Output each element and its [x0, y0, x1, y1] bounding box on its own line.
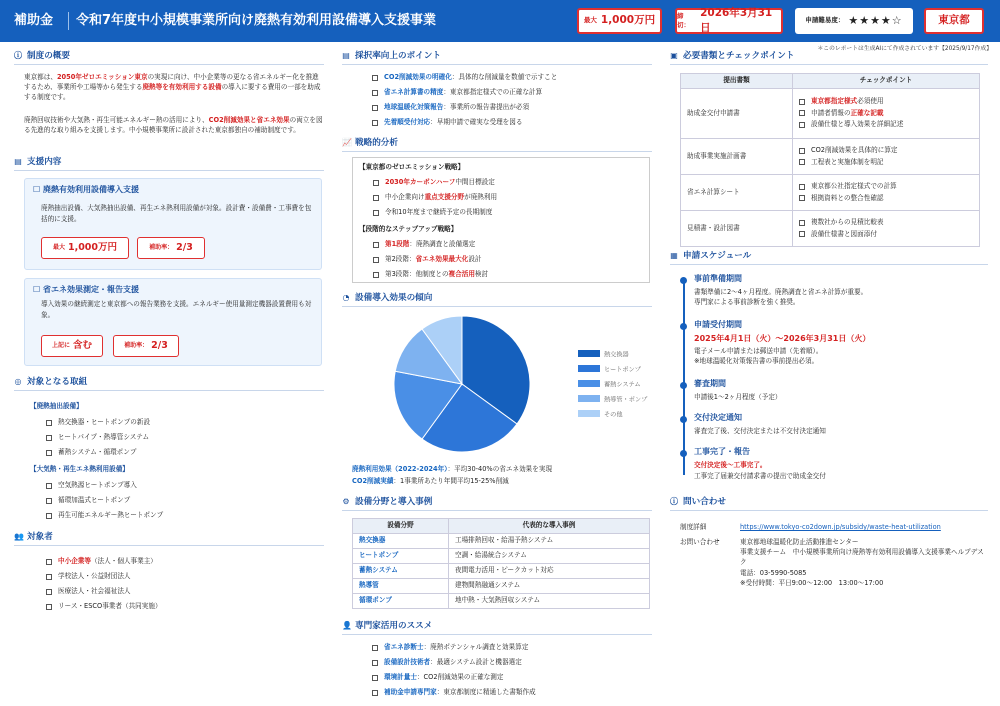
fields-heading: ⚙ 設備分野と導入事例	[342, 497, 433, 507]
point-item: 地球温暖化対策報告：事業所の報告書提出が必須	[372, 103, 529, 113]
subsidy-badge: 補助金	[14, 13, 54, 28]
docs-heading: ▣ 必要書類とチェックポイント	[670, 51, 795, 61]
difficulty-label: 申請難易度：	[805, 16, 845, 25]
checkbox-icon	[372, 90, 378, 96]
support-divider	[14, 170, 324, 171]
overview-heading: ⓘ 制度の概要	[14, 51, 70, 61]
overview-divider	[14, 64, 324, 65]
eligible-heading: 👥 対象者	[14, 532, 53, 542]
step-body: 審査完了後、交付決定または不交付決定通知	[694, 427, 826, 435]
expert-item: 省エネ診断士：廃熱ポテンシャル調査と効果算定	[372, 643, 528, 653]
checkbox-icon	[799, 159, 805, 165]
deadline-value: 2026年3月31日	[700, 6, 773, 34]
fields-table	[352, 518, 650, 609]
checkbox-icon	[799, 184, 805, 190]
difficulty-badge	[795, 8, 913, 34]
strategy-divider	[342, 151, 652, 152]
header-divider	[68, 12, 69, 30]
target-item: 空気熱源ヒートポンプ導入	[46, 481, 137, 491]
checkbox-icon	[373, 180, 379, 186]
target-item: 熱交換器・ヒートポンプの新設	[46, 418, 150, 428]
strategy-item: 第3段階：他制度との複合活用検討	[373, 270, 488, 280]
strategy-item: 2030年カーボンハーフ中間目標設定	[373, 178, 495, 188]
legend-swatch	[578, 395, 600, 402]
table-header-row	[681, 74, 980, 89]
target-item: 再生可能エネルギー熱ヒートポンプ	[46, 511, 163, 521]
table-row: 助成事業実施計画書 CO2削減効果を具体的に算定 工程表と実施体制を明記	[681, 139, 980, 175]
expert-item: 補助金申請専門家：東京都制度に精通した書類作成	[372, 688, 536, 698]
max-amount-value: 1,000万円	[600, 14, 656, 27]
checkbox-icon	[799, 195, 805, 201]
table-row: 省エネ計算シート 東京都公社指定様式での計算 根拠資料との整合性確認	[681, 175, 980, 211]
table-row: 蓄熱システム 夜間電力活用・ピークカット対応	[353, 564, 650, 579]
schedule-heading: ▦ 申請スケジュール	[670, 251, 752, 261]
legend-swatch	[578, 350, 600, 357]
gear-icon: ⚙	[342, 497, 350, 507]
checkbox-icon	[373, 195, 379, 201]
point-item: 省エネ計算書の精度：東京都指定様式での正確な計算	[372, 88, 542, 98]
checkbox-icon	[799, 99, 805, 105]
step-title: 交付決定通知	[694, 413, 742, 422]
point-item: 先着順受付対応：早期申請で確実な受理を図る	[372, 118, 522, 128]
table-row: 循環ポンプ 地中熱・大気熱回収システム	[353, 594, 650, 609]
strategy-item: 令和10年度まで継続予定の長期制度	[373, 208, 492, 218]
pie-chart-icon: ◔	[342, 293, 350, 303]
target-icon: ◎	[14, 377, 22, 387]
support-card-2-title: ☐ 省エネ効果測定・報告支援	[33, 285, 139, 294]
eligible-item: 医療法人・社会福祉法人	[46, 587, 131, 597]
contact-divider	[670, 510, 988, 511]
table-header: 提出書類	[681, 74, 793, 89]
target-group-1: 【廃熱抽出設備】	[30, 402, 83, 410]
document-icon: ▤	[14, 157, 22, 167]
checkbox-icon	[373, 257, 379, 263]
eligible-item: 中小企業等（法人・個人事業主）	[46, 557, 157, 567]
points-divider	[342, 64, 652, 65]
support-card-1-desc: 廃熱抽出設備、大気熱抽出設備、再生エネ熱利用設備が対象。設計費・設備費・工事費を包括的に支援。	[41, 204, 312, 223]
user-icon: 👤	[342, 621, 352, 631]
legend-label: 熱導管・ポンプ	[604, 396, 648, 404]
support-heading: ▤ 支援内容	[14, 157, 62, 167]
contact-label: お問い合わせ	[680, 538, 720, 546]
strategy-heading: 📈 戦略的分析	[342, 138, 398, 148]
table-header: 代表的な導入事例	[449, 519, 650, 534]
table-row: 熱交換器 工場排熱回収・給湯予熱システム	[353, 534, 650, 549]
expert-item: 環境計量士：CO2削減効果の正確な測定	[372, 673, 504, 683]
region-value: 東京都	[938, 14, 970, 27]
schedule-divider	[670, 264, 988, 265]
step-title: 申請受付期間	[694, 320, 742, 329]
support-card-1-title: ☐ 廃熱有効利用設備導入支援	[33, 185, 139, 194]
card-1-max-amount: 最大 1,000万円	[41, 237, 129, 259]
eligible-item: 学校法人・公益財団法人	[46, 572, 131, 582]
docs-divider	[670, 64, 988, 65]
max-amount-badge	[577, 8, 662, 34]
table-row: 熱導管 建物間熱融通システム	[353, 579, 650, 594]
info-icon: ⓘ	[14, 51, 22, 61]
target-item: 循環加温式ヒートポンプ	[46, 496, 130, 506]
checkbox-icon	[799, 220, 805, 226]
application-period-date: 2025年4月1日（火）〜2026年3月31日（火）	[694, 334, 871, 343]
timeline-dot	[680, 323, 687, 330]
table-header: チェックポイント	[793, 74, 980, 89]
legend-label: 熱交換器	[604, 351, 629, 359]
overview-paragraph-1: 東京都は、2050年ゼロエミッション東京の実現に向け、中小企業等の更なる省エネルギー化を推進するため、事業所や工場等から発生する廃熱等を有効利用する設備の導入に要する費用の一部を助成する制度です。	[24, 73, 321, 102]
page-title: 令和7年度中小規模事業所向け廃熱有効利用設備導入支援事業	[76, 13, 437, 28]
checkbox-icon	[799, 231, 805, 237]
table-row: 助成金交付申請書 東京都指定様式必須使用 申請者情報の正確な記載 設備仕様と導入効果を詳細記述	[681, 89, 980, 139]
clipboard-icon: ▣	[670, 51, 678, 61]
step-body: 書類準備に2〜4ヶ月程度。廃熱調査と省エネ計算が重要。 専門家による事前診断を強く推奨。	[694, 288, 868, 307]
contact-heading: ⓘ 問い合わせ	[670, 497, 726, 507]
checkbox-icon	[372, 120, 378, 126]
info-icon: ⓘ	[670, 497, 678, 507]
strategy-box	[352, 157, 650, 283]
support-card-measurement	[24, 278, 322, 366]
checkbox-icon	[799, 148, 805, 154]
region-badge	[924, 8, 984, 34]
checkbox-icon	[372, 690, 378, 696]
checkbox-icon	[46, 574, 52, 580]
support-card-waste-heat	[24, 178, 322, 270]
effect-line-1: 廃熱利用効果（2022-2024年）：平均30-40%の省エネ効果を実現	[352, 465, 553, 473]
deadline-badge	[675, 8, 783, 34]
table-header: 設備分野	[353, 519, 449, 534]
users-icon: 👥	[14, 532, 24, 542]
strategy-item: 中小企業向け重点支援分野が廃熱利用	[373, 193, 497, 203]
legend-label: その他	[604, 411, 623, 419]
legend-swatch	[578, 365, 600, 372]
checkbox-icon	[373, 242, 379, 248]
point-item: CO2削減効果の明確化：具体的な削減量を数値で示すこと	[372, 73, 557, 83]
target-item: 蓄熱システム・循環ポンプ	[46, 448, 136, 458]
timeline-line	[683, 280, 685, 475]
timeline-dot	[680, 450, 687, 457]
checkbox-icon	[372, 660, 378, 666]
step-red-note: 交付決定後〜工事完了。	[694, 461, 767, 469]
detail-link[interactable]: https://www.tokyo-co2down.jp/subsidy/waste-heat-utilization	[740, 523, 941, 531]
timeline-dot	[680, 416, 687, 423]
legend-swatch	[578, 410, 600, 417]
eligible-divider	[14, 545, 324, 546]
experts-heading: 👤 専門家活用のススメ	[342, 621, 433, 631]
expert-item: 設備設計技術者：最適システム設計と機器選定	[372, 658, 522, 668]
legend-label: 蓄熱システム	[604, 381, 641, 389]
checkbox-icon	[46, 604, 52, 610]
step-body: 工事完了届兼交付請求書の提出で助成金交付	[694, 472, 826, 480]
strategy-group-1: 【東京都のゼロエミッション戦略】	[359, 163, 465, 171]
target-group-2: 【大気熱・再生エネ熱利用設備】	[30, 465, 129, 473]
targets-divider	[14, 390, 324, 391]
checkbox-icon	[372, 675, 378, 681]
card-2-rate: 補助率： 2/3	[113, 335, 179, 357]
effect-divider	[342, 306, 652, 307]
checkbox-icon	[46, 589, 52, 595]
checkbox-icon	[46, 559, 52, 565]
checkbox-icon	[373, 272, 379, 278]
experts-divider	[342, 634, 652, 635]
card-1-rate: 補助率： 2/3	[137, 237, 205, 259]
effect-line-2: CO2削減実績：1事業所あたり年間平均15-25%削減	[352, 477, 509, 485]
eligible-item: リース・ESCO事業者（共同実施）	[46, 602, 162, 612]
contact-details: 東京都地球温暖化防止活動推進センター 事業支援チーム 中小規模事業所向け廃熱等有効利用設備導入支援事業ヘルプデスク 電話：03-5990-5085 ※受付時間：平日9:00〜12:00 13:00〜17:00	[740, 538, 984, 587]
timeline-dot	[680, 382, 687, 389]
legend-swatch	[578, 380, 600, 387]
step-title: 工事完了・報告	[694, 447, 750, 456]
checkbox-icon	[46, 498, 52, 504]
target-item: ヒートパイプ・熱導管システム	[46, 433, 149, 443]
timeline-dot	[680, 277, 687, 284]
ai-generated-note: ＊このレポートは生成AIにて作成されています【2025/9/17作成】	[817, 46, 992, 52]
fields-divider	[342, 510, 652, 511]
effect-heading: ◔ 設備導入効果の傾向	[342, 293, 433, 303]
checkbox-icon	[46, 513, 52, 519]
table-header-row	[353, 519, 650, 534]
chart-line-icon: 📈	[342, 138, 352, 148]
step-body: 申請後1〜2ヶ月程度（予定）	[694, 393, 782, 401]
card-2-included: 上記に 含む	[41, 335, 103, 357]
strategy-group-2: 【段階的なステップアップ戦略】	[359, 225, 458, 233]
document-icon: ▤	[342, 51, 350, 61]
equipment-pie-chart	[352, 312, 650, 462]
header-bar	[0, 0, 1000, 42]
checkbox-icon	[46, 483, 52, 489]
strategy-item: 第1段階：廃熱調査と設備選定	[373, 240, 475, 250]
docs-table	[680, 73, 980, 247]
checkbox-icon	[372, 645, 378, 651]
checkbox-icon	[799, 110, 805, 116]
checkbox-icon	[46, 420, 52, 426]
step-title: 審査期間	[694, 379, 726, 388]
checkbox-icon	[799, 122, 805, 128]
detail-label: 制度詳細	[680, 523, 707, 531]
max-amount-label: 最大	[583, 16, 597, 25]
deadline-label: 締切：	[677, 11, 690, 29]
support-card-2-desc: 導入効果の継続測定と東京都への報告業務を支援。エネルギー使用量測定機器設置費用も対象。	[41, 300, 312, 319]
table-row: 見積書・設計図書 複数社からの見積比較表 設備仕様書と図面添付	[681, 211, 980, 247]
checkbox-icon	[46, 450, 52, 456]
calendar-icon: ▦	[670, 251, 678, 261]
step-body: 電子メール申請または郵送申請（先着順）。 ※地球温暖化対策報告書の事前提出必須。	[694, 347, 823, 366]
checkbox-icon	[46, 435, 52, 441]
table-row: ヒートポンプ 空調・給湯統合システム	[353, 549, 650, 564]
checkbox-icon	[373, 210, 379, 216]
targets-heading: ◎ 対象となる取組	[14, 377, 88, 387]
overview-paragraph-2: 廃熱回収技術や大気熱・再生可能エネルギー熱の活用により、CO2削減効果と省エネ効果の両立を図る先進的な取り組みを支援します。中小規模事業所に設計された東京都独自の補助制度です。	[24, 116, 323, 135]
legend-label: ヒートポンプ	[604, 366, 641, 374]
points-heading: ▤ 採択率向上のポイント	[342, 51, 441, 61]
checkbox-icon	[372, 105, 378, 111]
checkbox-icon	[372, 75, 378, 81]
step-title: 事前準備期間	[694, 274, 742, 283]
strategy-item: 第2段階：省エネ効果最大化設計	[373, 255, 482, 265]
difficulty-stars: ★★★★☆	[848, 14, 903, 28]
